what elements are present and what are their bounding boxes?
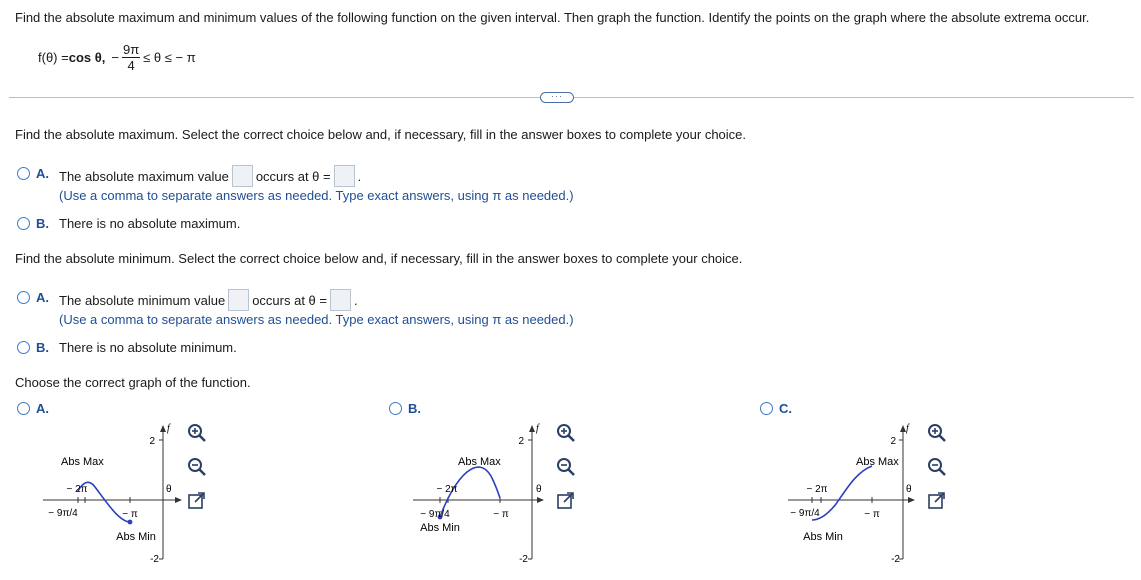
graph-a-min-label: Abs Min: [116, 531, 156, 543]
graph-b-y-top: 2: [518, 436, 524, 447]
max-option-a-text2: occurs at θ =: [255, 168, 331, 184]
graph-b-x-pi: − π: [493, 509, 509, 520]
max-instruction: Find the absolute maximum. Select the correct choice below and, if necessary, fill in the answer boxes to complete your choice.: [15, 127, 747, 142]
graph-b-letter: B.: [408, 401, 421, 416]
min-option-b-letter: B.: [36, 340, 49, 355]
max-option-a: [59, 165, 361, 187]
max-option-b-radio[interactable]: [17, 217, 30, 233]
min-option-a-text2: occurs at θ =: [252, 292, 327, 308]
max-option-b-letter: B.: [36, 216, 49, 231]
graph-a-x-9pi4: − 9π/4: [48, 508, 78, 519]
graph-b-open-external-icon[interactable]: [555, 490, 577, 512]
graph-c-theta-label: θ: [906, 484, 912, 495]
max-theta-input[interactable]: [334, 165, 355, 187]
graph-a-y-top: 2: [149, 436, 155, 447]
graph-a-theta-arrow: [175, 497, 182, 503]
interval-denominator: 4: [127, 58, 135, 73]
graph-c-x-2pi: − 2π: [806, 484, 828, 495]
graph-instruction: Choose the correct graph of the function.: [15, 375, 251, 390]
max-option-b-text: There is no absolute maximum.: [59, 216, 241, 231]
graph-b-zoom-out-icon[interactable]: [555, 456, 577, 478]
graph-b-f-label: f: [536, 423, 539, 434]
graph-b-theta-label: θ: [536, 484, 542, 495]
min-option-b-radio[interactable]: [17, 341, 30, 357]
max-value-input[interactable]: [232, 165, 253, 187]
graph-b-theta-arrow: [537, 497, 544, 503]
max-option-a-hint: (Use a comma to separate answers as needed. Type exact answers, using π as needed.): [59, 188, 574, 203]
interval-rest: ≤ θ ≤ − π: [143, 50, 196, 65]
graph-a-f-label: f: [167, 423, 170, 434]
graph-b-zoom-in-icon[interactable]: [555, 422, 577, 444]
min-option-a-hint: (Use a comma to separate answers as needed. Type exact answers, using π as needed.): [59, 312, 574, 327]
graph-b-x-9pi4: − 9π/4: [420, 509, 450, 520]
function-rhs: cos θ,: [68, 50, 106, 65]
graph-c-y-bottom: -2: [891, 554, 900, 563]
max-option-a-period: .: [357, 168, 362, 184]
function-definition: [38, 42, 196, 73]
graph-c-x-9pi4: − 9π/4: [790, 508, 820, 519]
graph-a-x-pi: − π: [122, 509, 138, 520]
min-option-b-text: There is no absolute minimum.: [59, 340, 237, 355]
min-option-a-letter: A.: [36, 290, 49, 305]
graph-c-min-label: Abs Min: [803, 531, 843, 543]
max-option-a-letter: A.: [36, 166, 49, 181]
min-value-input[interactable]: [228, 289, 249, 311]
min-option-a-period: .: [354, 292, 358, 308]
graph-c-zoom-in-icon[interactable]: [926, 422, 948, 444]
graph-b-x-2pi: − 2π: [436, 484, 458, 495]
question-prompt: Find the absolute maximum and minimum values of the following function on the given interval. Then graph the function. Identify the points on the graph where the absolute extrema occur.: [15, 10, 1090, 25]
graph-a: [35, 418, 185, 563]
graph-a-theta-label: θ: [166, 484, 172, 495]
graph-b-min-label: Abs Min: [420, 522, 460, 534]
graph-c-f-label: f: [906, 423, 909, 434]
graph-a-zoom-in-icon[interactable]: [186, 422, 208, 444]
graph-c-letter: C.: [779, 401, 792, 416]
graph-b-radio[interactable]: [389, 402, 402, 418]
graph-a-max-label: Abs Max: [61, 456, 104, 468]
more-button[interactable]: ···: [540, 92, 574, 103]
graph-a-radio[interactable]: [17, 402, 30, 418]
graph-b-max-label: Abs Max: [458, 456, 501, 468]
graph-b-y-bottom: -2: [519, 554, 528, 563]
interval-minus: −: [111, 50, 119, 65]
min-option-a-radio[interactable]: [17, 291, 30, 307]
min-option-a: [59, 289, 358, 311]
graph-b: [405, 418, 560, 563]
graph-b-f-arrow: [529, 425, 535, 432]
min-theta-input[interactable]: [330, 289, 351, 311]
max-option-a-text1: The absolute maximum value: [59, 168, 229, 184]
graph-c: [780, 418, 920, 563]
graph-a-f-arrow: [160, 425, 166, 432]
graph-a-open-external-icon[interactable]: [186, 490, 208, 512]
graph-c-y-top: 2: [890, 436, 896, 447]
graph-a-y-bottom: -2: [150, 554, 159, 563]
graph-c-theta-arrow: [908, 497, 915, 503]
max-option-a-radio[interactable]: [17, 167, 30, 183]
graph-a-letter: A.: [36, 401, 49, 416]
graph-a-min-point: [128, 520, 133, 525]
graph-c-x-pi: − π: [864, 509, 880, 520]
graph-c-zoom-out-icon[interactable]: [926, 456, 948, 478]
graph-c-max-label: Abs Max: [856, 456, 899, 468]
min-option-a-text1: The absolute minimum value: [59, 292, 226, 308]
graph-a-zoom-out-icon[interactable]: [186, 456, 208, 478]
function-lhs: f(θ) =: [38, 50, 69, 65]
interval-fraction: [122, 42, 140, 73]
graph-c-radio[interactable]: [760, 402, 773, 418]
graph-a-x-2pi: − 2π: [66, 484, 88, 495]
interval-numerator: 9π: [122, 42, 140, 57]
graph-c-open-external-icon[interactable]: [926, 490, 948, 512]
min-instruction: Find the absolute minimum. Select the correct choice below and, if necessary, fill in the answer boxes to complete your choice.: [15, 251, 743, 266]
